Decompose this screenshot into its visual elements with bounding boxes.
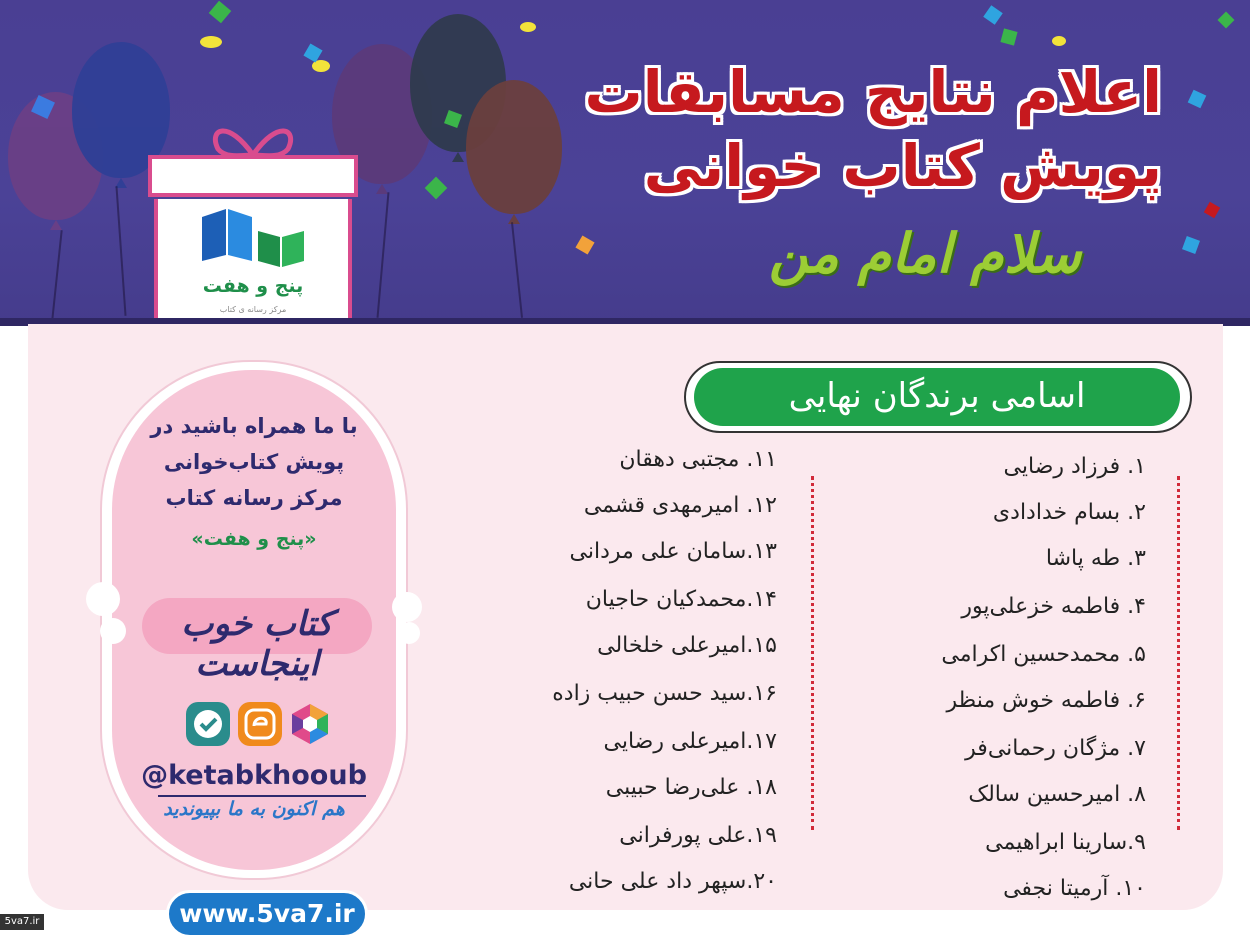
confetti — [575, 235, 594, 254]
calligraphy-text: کتاب خوب اینجاست — [181, 604, 333, 684]
list-item: ۶. فاطمه خوش منظر — [946, 688, 1146, 713]
title-line-2: پویش کتاب خوانی — [643, 132, 1162, 200]
winners-list-left — [440, 441, 777, 901]
confetti — [520, 22, 536, 32]
logo-subtext: مرکز رسانه ی کتاب — [219, 305, 287, 314]
balloon-brown — [466, 80, 562, 214]
promo-line-1: با ما همراه باشید در — [150, 414, 358, 438]
list-item: ۲. بسام خدادادی — [992, 500, 1146, 525]
bow-icon — [208, 109, 298, 159]
bubble-icon — [86, 582, 120, 616]
book-logo-icon — [200, 209, 306, 269]
gift-lid — [148, 155, 358, 197]
list-item: ۸. امیرحسین سالک — [968, 782, 1146, 807]
list-item: ۲۰.سپهر داد علی حانی — [568, 869, 777, 894]
slogan: سلام امام من — [768, 222, 1082, 285]
bubble-icon — [100, 618, 126, 644]
list-item: ۱۷.امیرعلی رضایی — [603, 729, 777, 754]
join-text: هم اکنون به ما بپیوندید — [163, 798, 345, 820]
bubble-icon — [398, 622, 420, 644]
list-item: ۱۴.محمدکیان حاجیان — [585, 587, 777, 612]
promo-brand: «پنج و هفت» — [191, 528, 317, 550]
confetti — [209, 1, 232, 24]
confetti — [983, 5, 1002, 24]
balloon-string — [377, 192, 390, 318]
confetti — [1204, 202, 1220, 218]
confetti — [425, 177, 448, 200]
bale-icon[interactable] — [186, 702, 230, 746]
rubika-icon[interactable] — [288, 702, 332, 746]
list-item: ۱۳.سامان علی مردانی — [569, 539, 777, 564]
confetti — [1182, 236, 1200, 254]
balloon-string — [511, 222, 523, 318]
balloon-string — [51, 230, 62, 320]
confetti — [1052, 36, 1066, 46]
header-banner — [0, 0, 1250, 325]
watermark: 5va7.ir — [0, 914, 44, 930]
list-item: ۱۱. مجتبی دهقان — [619, 447, 777, 472]
website-url[interactable]: www.5va7.ir — [166, 890, 368, 938]
promo-line-2: پویش کتاب‌خوانی — [163, 450, 345, 474]
list-item: ۱۲. امیرمهدی قشمی — [583, 493, 777, 518]
list-item: ۱۵.امیرعلی خلخالی — [597, 633, 777, 658]
confetti — [1218, 12, 1235, 29]
logo-text: پنج و هفت — [202, 275, 304, 297]
promo-line-3: مرکز رسانه کتاب — [165, 486, 343, 510]
list-item: ۴. فاطمه خزعلی‌پور — [961, 594, 1146, 619]
promo-text — [112, 408, 396, 516]
confetti — [1000, 28, 1017, 45]
list-item: ۷. مژگان رحمانی‌فر — [965, 736, 1146, 761]
confetti — [200, 36, 222, 48]
winners-list-right — [820, 448, 1146, 908]
title-line-1: اعلام نتایج مسابقات — [584, 58, 1162, 126]
handle-underline — [158, 795, 366, 797]
list-item: ۳. طه پاشا — [1045, 546, 1146, 571]
list-item: ۱۹.علی پورفرانی — [619, 823, 777, 848]
list-item: ۹.سارینا ابراهیمی — [985, 830, 1146, 855]
winners-heading: اسامی برندگان نهایی — [694, 368, 1180, 426]
list-item: ۵. محمدحسین اکرامی — [941, 642, 1146, 667]
list-item: ۱۶.سید حسن حبیب زاده — [552, 681, 777, 706]
bubble-icon — [392, 592, 422, 622]
divider-dots-left — [811, 476, 814, 830]
eitaa-icon[interactable] — [238, 702, 282, 746]
divider-dots-right — [1177, 476, 1180, 830]
list-item: ۱۰. آرمیتا نجفی — [1003, 876, 1146, 901]
gift-box — [148, 155, 358, 325]
list-item: ۱۸. علی‌رضا حبیبی — [605, 775, 777, 800]
social-handle[interactable]: @ketabkhooub — [141, 760, 367, 791]
list-item: ۱. فرزاد رضایی — [1003, 454, 1146, 479]
balloon-string — [115, 186, 126, 316]
confetti — [1188, 90, 1207, 109]
